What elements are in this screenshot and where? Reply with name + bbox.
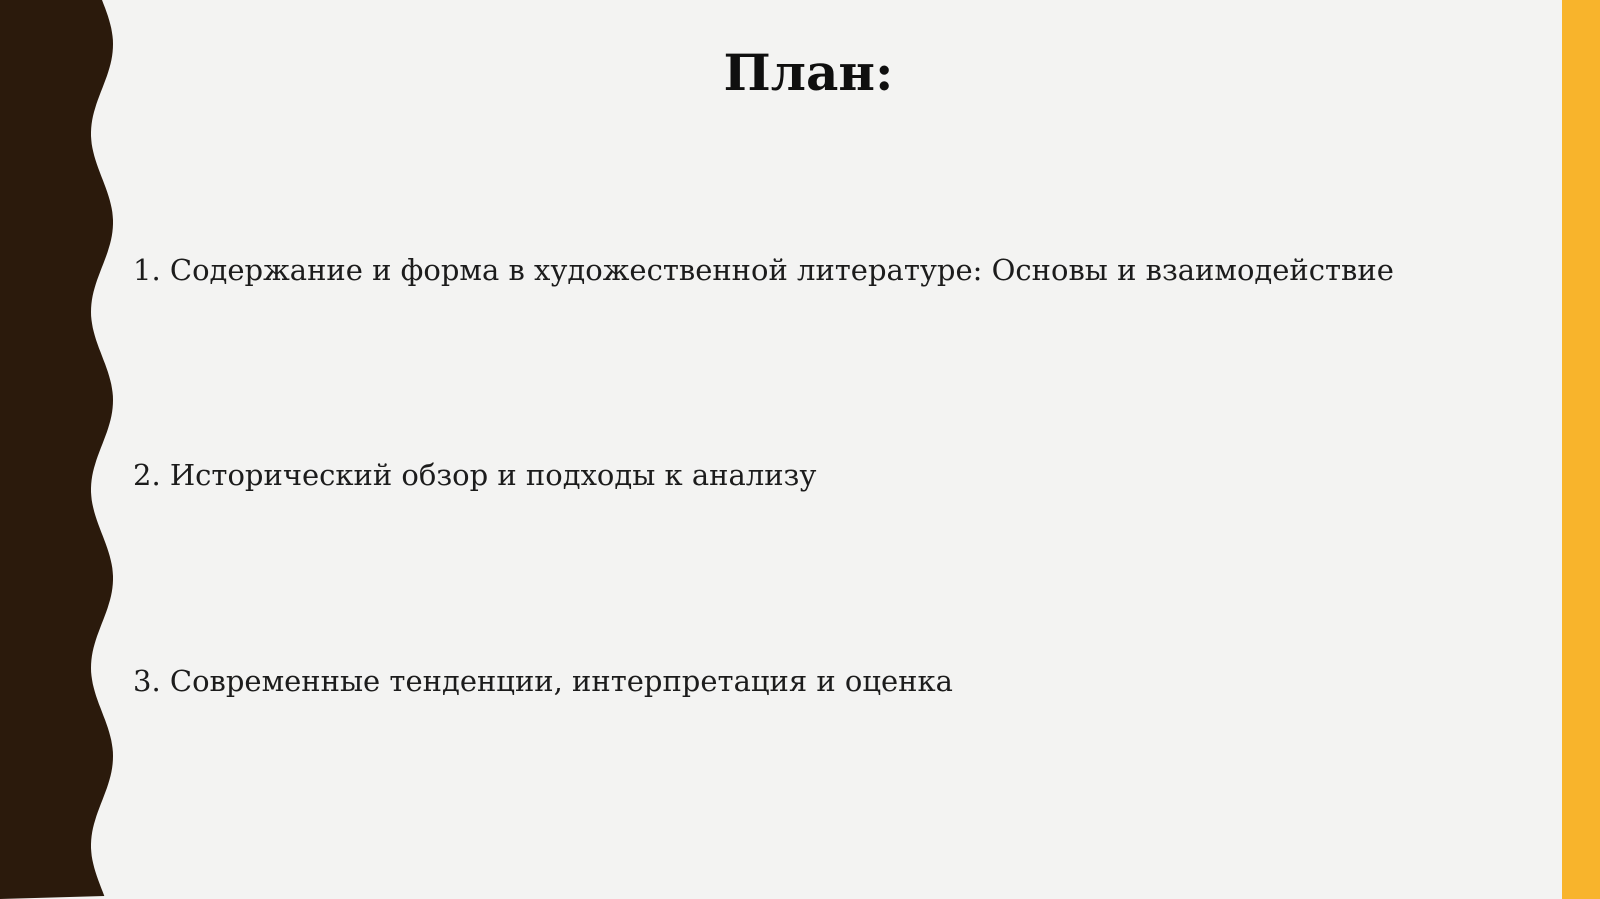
right-accent-band [1562, 0, 1600, 899]
plan-item-text: Современные тенденции, интерпретация и оценка [169, 664, 953, 698]
plan-item-number: 3. [133, 664, 161, 698]
plan-item-text: Исторический обзор и подходы к анализу [169, 458, 817, 492]
plan-item-number: 2. [133, 458, 161, 492]
plan-item-2 [133, 455, 816, 495]
plan-item-3 [133, 661, 953, 701]
plan-item-1 [133, 250, 1394, 290]
left-wavy-band [0, 0, 130, 899]
plan-item-text: Содержание и форма в художественной литературе: Основы и взаимодействие [169, 253, 1394, 287]
slide-title: План: [723, 43, 894, 102]
plan-item-number: 1. [133, 253, 161, 287]
